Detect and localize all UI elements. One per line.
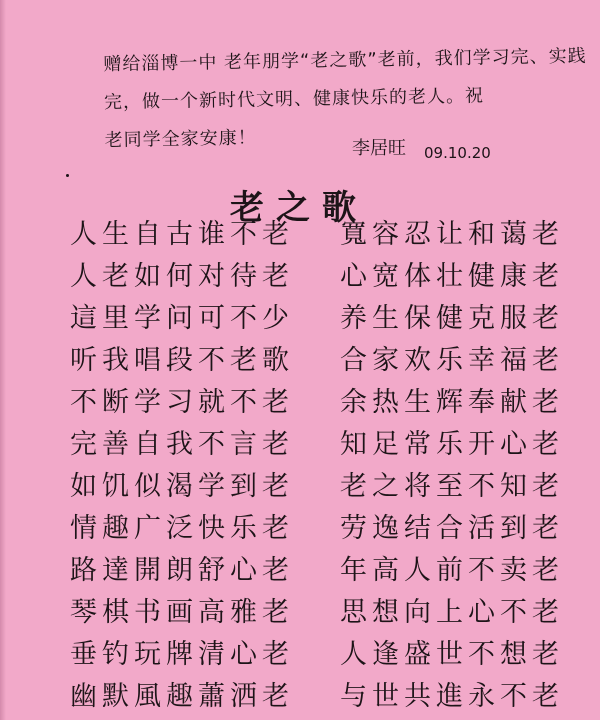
poem-line: 心宽体壮健康老 — [340, 261, 564, 292]
poem-line: 如饥似渴学到老 — [70, 471, 294, 502]
poem-line: 情趣广泛快乐老 — [70, 513, 294, 544]
poem-line: 合家欢乐幸福老 — [340, 345, 564, 376]
poem-title: 老之歌 — [230, 188, 368, 228]
poem-line: 琴棋书画高雅老 — [70, 597, 294, 628]
poem-line: 劳逸结合活到老 — [340, 513, 564, 544]
poem-line: 思想向上心不老 — [340, 597, 564, 628]
poem-line: 垂钓玩牌清心老 — [70, 639, 294, 670]
dedication-line-3: 老同学全家安康！ — [104, 127, 257, 152]
poem-line: 幽默風趣蕭洒老 — [70, 681, 294, 712]
poem-line: 知足常乐开心老 — [340, 429, 564, 460]
poem-line: 余热生辉奉献老 — [340, 387, 564, 418]
poem-line: 听我唱段不老歌 — [70, 345, 294, 376]
paper-edge — [0, 0, 6, 720]
poem-line: 年高人前不卖老 — [340, 555, 564, 586]
poem-right-column — [340, 214, 564, 718]
poem-line: 人老如何对待老 — [70, 261, 294, 292]
poem-line: 寬容忍让和蔼老 — [340, 219, 564, 250]
dedication-line-1: 赠给淄博一中 老年朋学“老之歌”老前，我们学习完、实践 — [103, 45, 587, 76]
poem-line: 养生保健克服老 — [340, 303, 564, 334]
poem-line: 不断学习就不老 — [70, 387, 294, 418]
poem-left-column — [70, 214, 294, 718]
signature: 李居旺 — [352, 138, 406, 159]
dedication-note — [103, 38, 587, 160]
date: 09.10.20 — [424, 144, 491, 162]
ink-dot — [66, 174, 69, 177]
dedication-line-2: 完，做一个新时代文明、健康快乐的老人。祝 — [103, 85, 485, 114]
poem-line: 与世共進永不老 — [340, 681, 564, 712]
poem-line: 老之将至不知老 — [340, 471, 564, 502]
poem-line: 這里学问可不少 — [70, 303, 294, 334]
poem-line: 人生自古谁不老 — [70, 219, 294, 250]
poem-line: 完善自我不言老 — [70, 429, 294, 460]
poem-line: 人逢盛世不想老 — [340, 639, 564, 670]
poem-line: 路達開朗舒心老 — [70, 555, 294, 586]
